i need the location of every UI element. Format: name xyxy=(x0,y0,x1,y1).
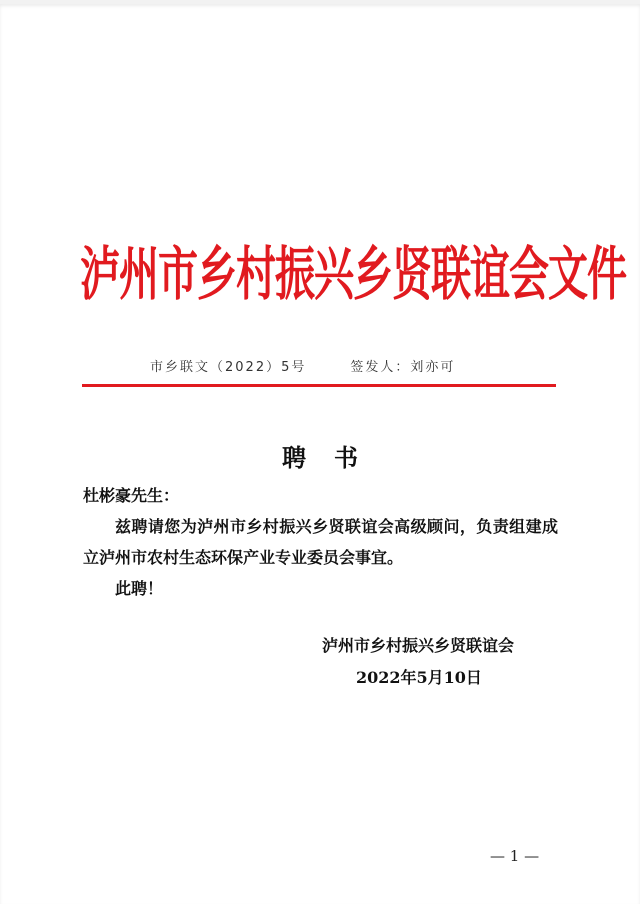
document-header-title: 泸州市乡村振兴乡贤联谊会文件 xyxy=(80,240,626,309)
issue-date: 2022年5月10日 xyxy=(356,668,482,687)
signer-organization: 泸州市乡村振兴乡贤联谊会 xyxy=(322,636,515,655)
letter-heading: 聘书 xyxy=(282,443,386,472)
body-paragraph: 兹聘请您为泸州市乡村振兴乡贤联谊会高级顾问，负责组建成立泸州市农村生态环保产业专业委员会事宜。 xyxy=(83,517,558,567)
document-page xyxy=(0,4,640,904)
page-number: — 1 — xyxy=(490,847,540,865)
red-divider-line xyxy=(82,384,556,387)
issuer-label: 签发人：刘亦可 xyxy=(350,360,456,375)
document-meta-line xyxy=(150,356,455,376)
salutation: 杜彬豪先生： xyxy=(83,486,180,505)
document-number: 市乡联文（2022）5号 xyxy=(150,360,307,375)
closing-line: 此聘！ xyxy=(115,579,164,598)
